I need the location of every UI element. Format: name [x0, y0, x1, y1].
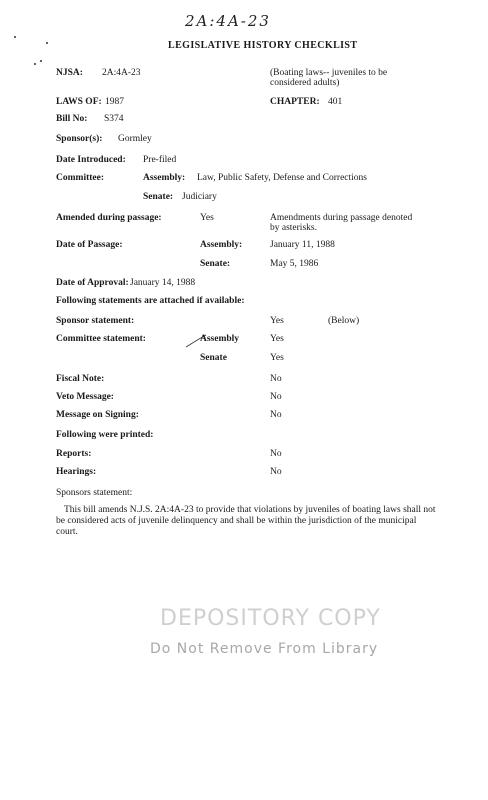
sponsor-statement-label: Sponsor statement:	[56, 316, 135, 326]
committee-assembly-label: Assembly:	[143, 173, 186, 183]
committee-statement-label: Committee statement:	[56, 334, 146, 344]
sponsors-statement-heading: Sponsors statement:	[56, 488, 133, 498]
fiscal-note-value: No	[270, 374, 282, 384]
sponsor-label: Sponsor(s):	[56, 134, 103, 144]
committee-statement-assembly-label: Assembly	[200, 334, 240, 344]
committee-statement-senate-value: Yes	[270, 353, 284, 363]
hearings-label: Hearings:	[56, 467, 97, 477]
committee-statement-senate-label: Senate	[200, 353, 227, 363]
committee-senate-value: Judiciary	[182, 192, 217, 202]
amended-label: Amended during passage:	[56, 213, 162, 223]
amended-note-line2: by asterisks.	[270, 223, 317, 233]
speck-2	[46, 42, 48, 44]
bill-no-label: Bill No:	[56, 114, 88, 124]
njsa-value: 2A:4A-23	[102, 68, 141, 78]
sponsor-statement-note: (Below)	[328, 316, 360, 326]
date-introduced-value: Pre-filed	[143, 155, 177, 165]
chapter-value: 401	[328, 97, 343, 107]
laws-of-value: 1987	[105, 97, 124, 107]
approval-value: January 14, 1988	[130, 278, 196, 288]
speck-1	[14, 36, 16, 38]
speck-3	[34, 63, 36, 65]
attached-heading: Following statements are attached if available:	[56, 296, 245, 306]
laws-of-label: LAWS OF:	[56, 97, 102, 107]
sponsor-statement-value: Yes	[270, 316, 284, 326]
reports-label: Reports:	[56, 449, 92, 459]
amended-value: Yes	[200, 213, 214, 223]
statement-text: This bill amends N.J.S. 2A:4A-23 to provide that violations by juveniles of boating laws shall not be considered acts of juvenile delinquency and shall be within the jurisdiction of the municipal court.	[56, 505, 436, 537]
speck-4	[40, 60, 42, 62]
njsa-note-line2: considered adults)	[270, 78, 340, 88]
stamp-line2: Do Not Remove From Library	[150, 641, 379, 657]
approval-label: Date of Approval:	[56, 278, 129, 288]
passage-label: Date of Passage:	[56, 240, 123, 250]
committee-label: Committee:	[56, 173, 105, 183]
printed-heading: Following were printed:	[56, 430, 154, 440]
committee-statement-assembly-value: Yes	[270, 334, 284, 344]
amended-note-line1: Amendments during passage denoted	[270, 213, 413, 223]
njsa-label: NJSA:	[56, 68, 83, 78]
stamp-line1: DEPOSITORY COPY	[160, 606, 381, 631]
message-signing-value: No	[270, 410, 282, 420]
message-signing-label: Message on Signing:	[56, 410, 139, 420]
veto-message-label: Veto Message:	[56, 392, 114, 402]
bill-no-value: S374	[104, 114, 124, 124]
njsa-note-line1: (Boating laws-- juveniles to be	[270, 68, 388, 78]
handwritten-code: 2A:4A-23	[185, 12, 271, 30]
fiscal-note-label: Fiscal Note:	[56, 374, 105, 384]
committee-senate-label: Senate:	[143, 192, 174, 202]
committee-assembly-value: Law, Public Safety, Defense and Corrections	[197, 173, 367, 183]
passage-assembly-value: January 11, 1988	[270, 240, 335, 250]
passage-assembly-label: Assembly:	[200, 240, 243, 250]
passage-senate-value: May 5, 1986	[270, 259, 319, 269]
page-title: LEGISLATIVE HISTORY CHECKLIST	[168, 40, 358, 51]
hearings-value: No	[270, 467, 282, 477]
veto-message-value: No	[270, 392, 282, 402]
reports-value: No	[270, 449, 282, 459]
date-introduced-label: Date Introduced:	[56, 155, 126, 165]
passage-senate-label: Senate:	[200, 259, 231, 269]
sponsor-value: Gormley	[118, 134, 152, 144]
chapter-label: CHAPTER:	[270, 97, 320, 107]
